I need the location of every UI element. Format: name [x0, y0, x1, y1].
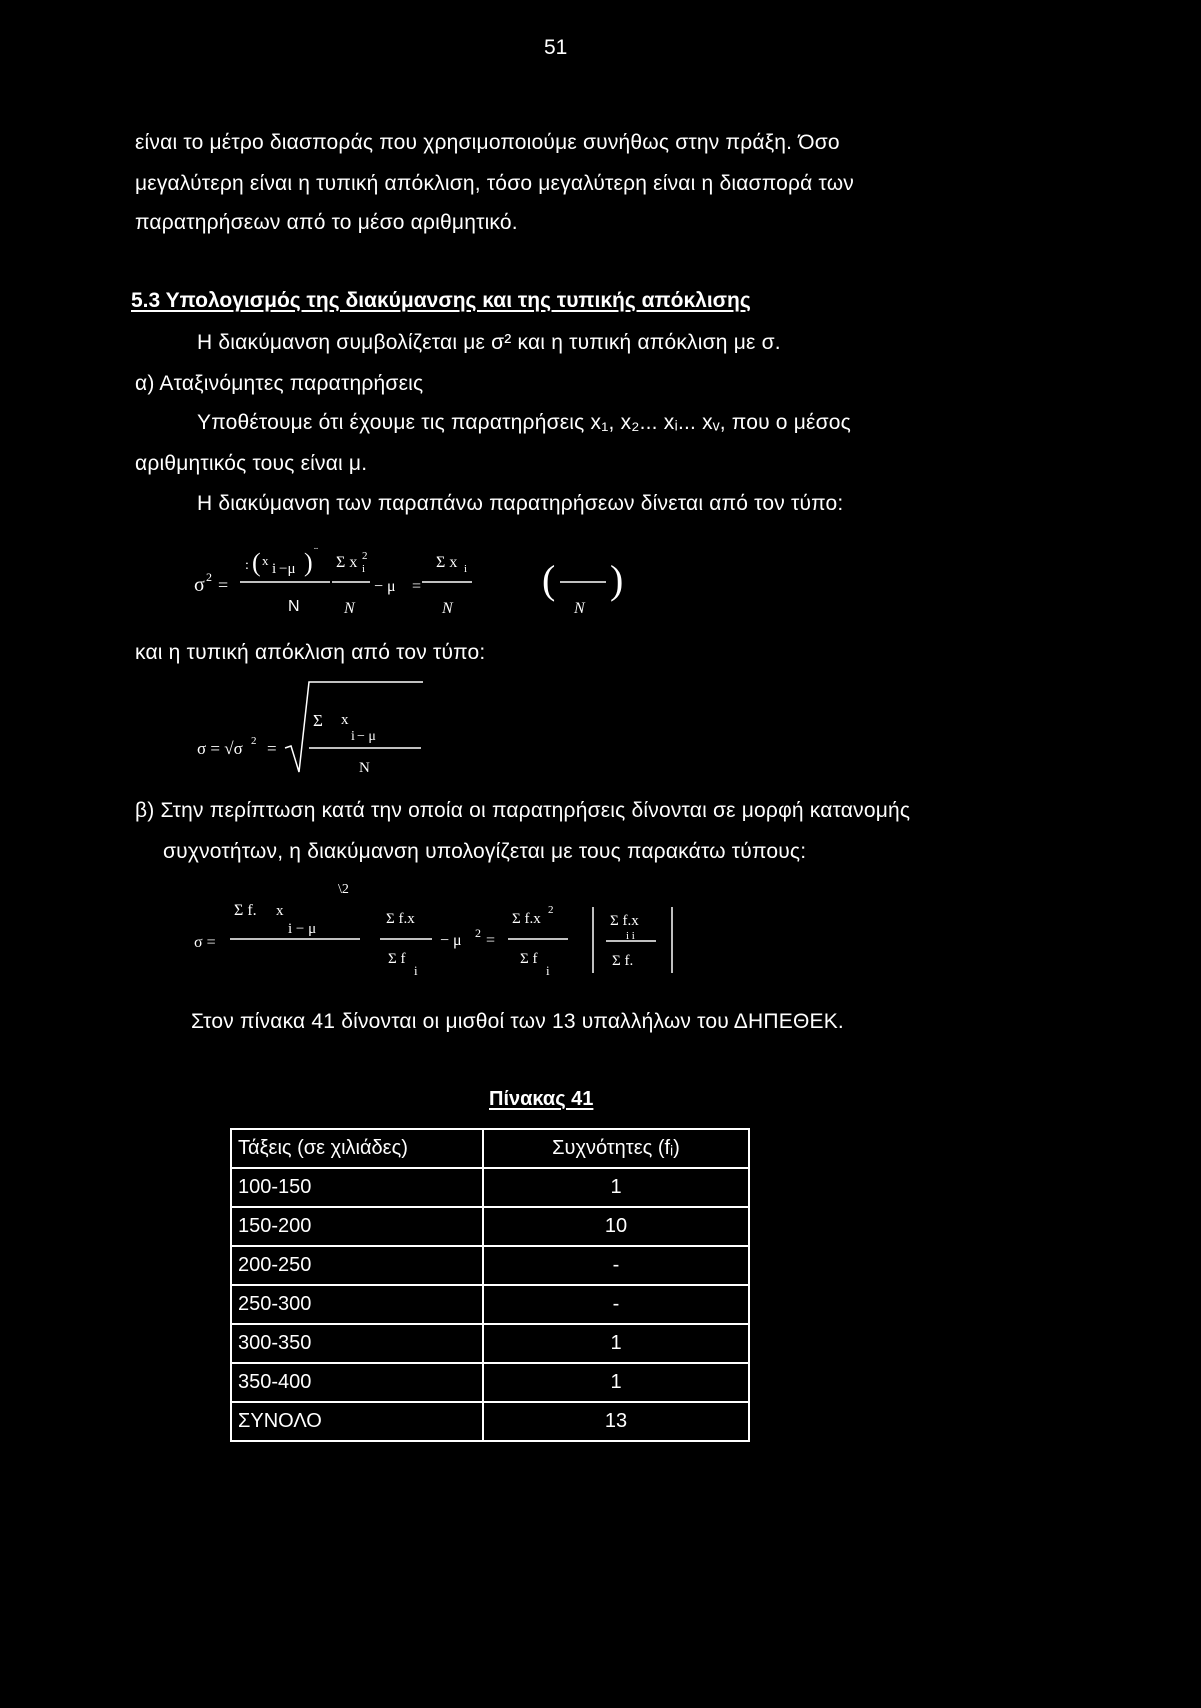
svg-text:Σ f.x: Σ f.x: [512, 911, 541, 927]
frequency-cell: 1: [483, 1324, 749, 1363]
svg-text:=: =: [412, 578, 422, 595]
svg-text:=: =: [486, 932, 496, 949]
part-b-line-2: συχνοτήτων, η διακύμανση υπολογίζεται με τους παρακάτω τύπους:: [163, 840, 807, 863]
svg-text:Σ f.: Σ f.: [234, 902, 257, 919]
svg-text:i − μ: i − μ: [288, 921, 317, 937]
intro-line-2: μεγαλύτερη είναι η τυπική απόκλιση, τόσο μεγαλύτερη είναι η διασπορά των: [135, 172, 854, 195]
page-number: 51: [544, 36, 568, 59]
frequency-cell: 1: [483, 1363, 749, 1402]
svg-text:x: x: [341, 712, 349, 728]
table-row: [231, 1285, 749, 1324]
svg-text:2: 2: [548, 904, 554, 916]
table-row: [231, 1168, 749, 1207]
svg-text:Σ f: Σ f: [520, 951, 538, 967]
frequency-cell: -: [483, 1285, 749, 1324]
frequency-cell: -: [483, 1246, 749, 1285]
svg-text:x: x: [262, 553, 269, 568]
variance-formula: [190, 535, 650, 625]
frequency-cell: 1: [483, 1168, 749, 1207]
svg-text:): ): [610, 557, 624, 602]
svg-text:N: N: [442, 600, 453, 617]
frequency-table: [230, 1128, 750, 1442]
svg-text:(: (: [542, 557, 556, 602]
svg-text:Σ f.: Σ f.: [612, 953, 634, 969]
svg-text:−μ: −μ: [279, 561, 296, 577]
svg-text:− μ: − μ: [374, 578, 396, 595]
table-intro: Στον πίνακα 41 δίνονται οι μισθοί των 13 υπαλλήλων του ΔΗΠΕΘΕΚ.: [191, 1010, 844, 1033]
svg-text:2: 2: [362, 550, 368, 562]
table-row: [231, 1324, 749, 1363]
svg-text:2: 2: [251, 735, 257, 747]
total-value-cell: 13: [483, 1402, 749, 1441]
svg-text:i: i: [464, 563, 468, 575]
column-header-frequencies: Συχνότητες (fᵢ): [483, 1129, 749, 1168]
table-row: [231, 1246, 749, 1285]
part-a-line-1: Υποθέτουμε ότι έχουμε τις παρατηρήσεις x₁, x₂... xᵢ... xᵥ, που ο μέσος: [197, 411, 851, 434]
svg-text:− μ: − μ: [440, 932, 462, 949]
svg-text:σ: σ: [194, 574, 205, 596]
svg-text:i: i: [351, 729, 355, 744]
grouped-variance-formula: [190, 873, 690, 983]
svg-text:i i: i i: [626, 930, 635, 942]
svg-text:2: 2: [206, 570, 212, 584]
class-cell: 150-200: [231, 1207, 483, 1246]
svg-text:σ =: σ =: [194, 934, 216, 951]
svg-text:Σ: Σ: [313, 711, 323, 730]
svg-text:i: i: [546, 963, 550, 978]
table-header-row: [231, 1129, 749, 1168]
part-a-title: α) Αταξινόμητες παρατηρήσεις: [135, 372, 424, 395]
svg-text::: :: [245, 558, 249, 573]
svg-text:=: =: [267, 739, 277, 758]
std-formula: [195, 678, 435, 778]
table-row: [231, 1363, 749, 1402]
part-a-line-2: αριθμητικός τους είναι μ.: [135, 452, 368, 475]
class-cell: 300-350: [231, 1324, 483, 1363]
class-cell: 250-300: [231, 1285, 483, 1324]
svg-text:i: i: [414, 963, 418, 978]
part-b-line-1: β) Στην περίπτωση κατά την οποία οι παρατηρήσεις δίνονται σε μορφή κατανομής: [135, 799, 911, 822]
svg-text:N: N: [574, 600, 585, 617]
svg-text:x: x: [276, 903, 284, 919]
table-total-row: [231, 1402, 749, 1441]
svg-text:(: (: [252, 548, 261, 577]
svg-text:i: i: [272, 561, 277, 577]
total-label-cell: ΣΥΝΟΛΟ: [231, 1402, 483, 1441]
class-cell: 350-400: [231, 1363, 483, 1402]
section-intro: Η διακύμανση συμβολίζεται με σ² και η τυπική απόκλιση με σ.: [197, 331, 781, 354]
class-cell: 100-150: [231, 1168, 483, 1207]
svg-text:N: N: [359, 760, 370, 776]
svg-text:N: N: [288, 598, 300, 615]
svg-text:i: i: [362, 563, 366, 575]
table-row: [231, 1207, 749, 1246]
svg-text:Σ f.x: Σ f.x: [386, 911, 415, 927]
frequency-cell: 10: [483, 1207, 749, 1246]
intro-line-3: παρατηρήσεων από το μέσο αριθμητικό.: [135, 211, 518, 234]
svg-text:Σ f.x: Σ f.x: [610, 913, 639, 929]
svg-text:Σ f: Σ f: [388, 951, 406, 967]
table-title: Πίνακας 41: [489, 1088, 594, 1110]
std-intro: και η τυπική απόκλιση από τον τύπο:: [135, 641, 486, 664]
svg-text:2: 2: [475, 926, 481, 940]
svg-text:=: =: [218, 575, 229, 595]
column-header-classes: Τάξεις (σε χιλιάδες): [231, 1129, 483, 1168]
svg-text:\2: \2: [338, 882, 349, 897]
svg-text:σ = √σ: σ = √σ: [197, 739, 243, 758]
svg-text:Σ x: Σ x: [336, 554, 358, 571]
svg-text:): ): [304, 548, 313, 577]
intro-line-1: είναι το μέτρο διασποράς που χρησιμοποιούμε συνήθως στην πράξη. Όσο: [135, 131, 840, 154]
svg-text:− μ: − μ: [357, 729, 376, 744]
svg-text:Σ x: Σ x: [436, 554, 458, 571]
variance-intro: Η διακύμανση των παραπάνω παρατηρήσεων δίνεται από τον τύπο:: [197, 492, 844, 515]
class-cell: 200-250: [231, 1246, 483, 1285]
svg-text:¨: ¨: [314, 544, 318, 558]
svg-text:N: N: [344, 600, 355, 617]
section-heading: 5.3 Υπολογισμός της διακύμανσης και της τυπικής απόκλισης: [131, 289, 751, 312]
